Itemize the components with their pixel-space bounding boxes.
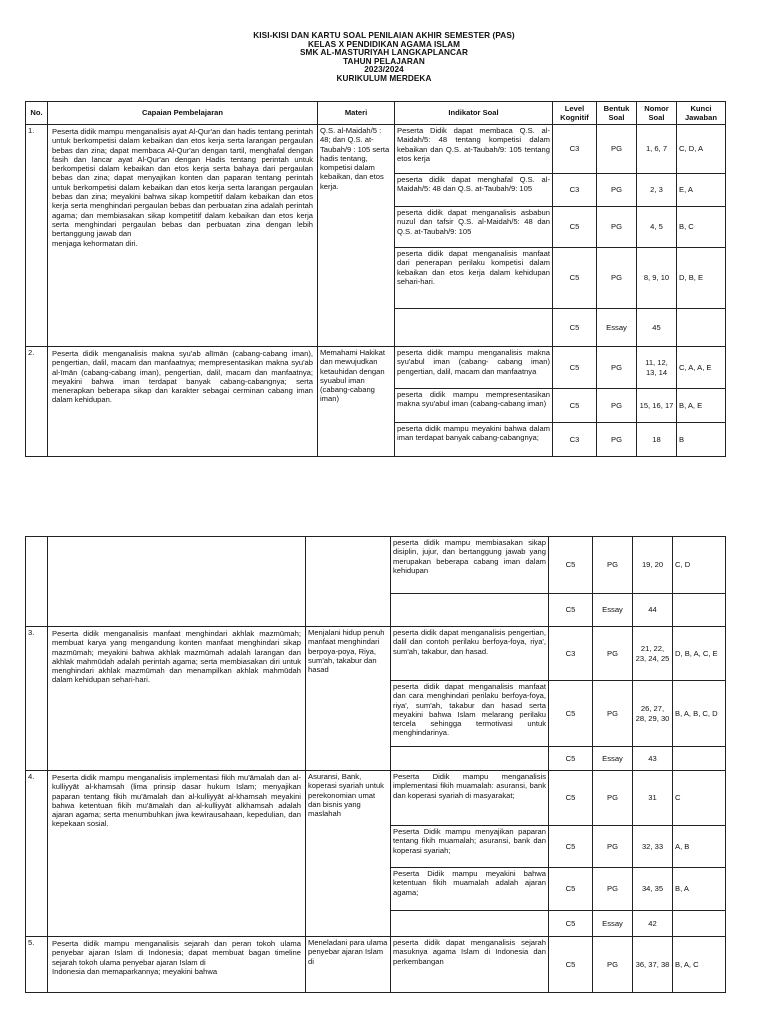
kunci-cell: A, B	[673, 826, 726, 868]
row-number: 1.	[26, 125, 48, 347]
bentuk-cell: PG	[597, 207, 637, 248]
capaian-cell: Peserta didik menganalisis manfaat menghindari akhlak mazmūmah; membuat karya yang mengandung konten manfaat menghindari sikap mazmūmah; meyakini bahwa akhlak mazmūmah adalah larangan dan akhlak mahmūdah adalah perintah agama; serta membiasakan diri untuk menghindari akhlak mazmūmah dan menampilkan akhlak mahmūdah dalam kehidupan sehari-hari.	[48, 627, 306, 771]
table-row	[26, 347, 726, 389]
bentuk-cell: PG	[593, 771, 633, 826]
nomor-cell: 1, 6, 7	[637, 125, 677, 174]
indikator-cell	[391, 747, 549, 771]
level-cell: C5	[549, 594, 593, 627]
indikator-cell: peserta didik mampu mempresentasikan makna syu'abul iman (cabang-cabang iman)	[395, 389, 553, 423]
kisi-kisi-table	[25, 101, 726, 457]
indikator-cell: Peserta Didik dapat membaca Q.S. al-Maidah/5: 48 tentang kompetisi dalam kebaikan dan Q.S. at-Taubah/9: 105 tentang etos kerja	[395, 125, 553, 174]
indikator-cell: Peserta Didik mampu menyajikan paparan tentang fikih muamalah; asuransi, bank dan koperasi syariah;	[391, 826, 549, 868]
table-header-row	[26, 102, 726, 125]
table-row	[26, 537, 726, 594]
kunci-cell: B, C	[677, 207, 726, 248]
materi-cell	[306, 537, 391, 627]
level-cell: C5	[549, 826, 593, 868]
level-cell: C3	[549, 627, 593, 681]
column-header-nomor: Nomor Soal	[637, 102, 677, 125]
level-cell: C3	[553, 125, 597, 174]
bentuk-cell: PG	[597, 125, 637, 174]
level-cell: C5	[553, 248, 597, 309]
bentuk-cell: PG	[597, 174, 637, 207]
bentuk-cell: Essay	[593, 747, 633, 771]
indikator-cell	[395, 309, 553, 347]
nomor-cell: 34, 35	[633, 868, 673, 911]
capaian-text-end: Indonesia dan memaparkannya; meyakini bahwa	[52, 966, 218, 976]
kunci-cell	[673, 911, 726, 937]
row-number: 4.	[26, 771, 48, 937]
indikator-cell: peserta didik dapat menganalisis sejarah masuknya agama Islam di Indonesia dan perkembangan	[391, 937, 549, 993]
level-cell: C5	[549, 747, 593, 771]
level-cell: C5	[553, 347, 597, 389]
kunci-cell	[673, 747, 726, 771]
nomor-cell: 18	[637, 423, 677, 457]
indikator-cell	[391, 594, 549, 627]
kisi-kisi-table-continued	[25, 536, 726, 993]
kunci-cell: B, A, E	[677, 389, 726, 423]
level-cell: C5	[549, 681, 593, 747]
indikator-cell: peserta didik dapat menganalisis pengertian, dalil dan contoh perilaku berfoya-foya, riya', sum'ah, takabur, dan hasad.	[391, 627, 549, 681]
kunci-cell: C, A, A, E	[677, 347, 726, 389]
level-cell: C5	[549, 937, 593, 993]
nomor-cell: 36, 37, 38	[633, 937, 673, 993]
column-header-no: No.	[26, 102, 48, 125]
materi-cell: Q.S. al-Maidah/5 : 48; dan Q.S. at-Taubah/9 : 105 serta hadis tentang, kompetisi dalam kebaikan, dan etos kerja.	[318, 125, 395, 347]
indikator-cell: peserta didik dapat menganalisis asbabun nuzul dan tafsir Q.S. al-Maidah/5: 48 dan Q.S. at-Taubah/9: 105	[395, 207, 553, 248]
kunci-cell: B, A, C	[673, 937, 726, 993]
nomor-cell: 15, 16, 17	[637, 389, 677, 423]
indikator-cell: peserta didik mampu menganalisis makna syu'abul iman (cabang- cabang iman) pengertian, dalil, macam dan manfaatnya	[395, 347, 553, 389]
bentuk-cell: PG	[597, 423, 637, 457]
kunci-cell: B, A	[673, 868, 726, 911]
level-cell: C5	[549, 868, 593, 911]
header-line: KURIKULUM MERDEKA	[336, 73, 432, 83]
column-header-capaian: Capaian Pembelajaran	[48, 102, 318, 125]
capaian-text-end: menjaga kehormatan diri.	[52, 238, 138, 248]
header-line: KELAS X PENDIDIKAN AGAMA ISLAM	[307, 39, 461, 49]
level-cell: C5	[549, 911, 593, 937]
nomor-cell: 26, 27, 28, 29, 30	[633, 681, 673, 747]
kunci-cell: C, D	[673, 537, 726, 594]
bentuk-cell: PG	[593, 681, 633, 747]
bentuk-cell: Essay	[597, 309, 637, 347]
capaian-cell: Peserta didik mampu menganalisis implementasi fikih mu'āmalah dan al-kulliyyāt al-khamsah (lima prinsip dasar hukum Islam; menyajikan paparan tentang fikih mu'āmalah dan al-kulliyyāt al-khamsah meyakini bahwa ketentuan fikih mu'āmalah dan al-kulliyyāt alkhamsah adalah ajaran agama; serta menumbuhkan jiwa kewirausahaan, kepedulian, dan kepekaan sosial.	[48, 771, 306, 937]
level-cell: C5	[549, 771, 593, 826]
column-header-materi: Materi	[318, 102, 395, 125]
bentuk-cell: PG	[593, 937, 633, 993]
level-cell: C5	[553, 389, 597, 423]
table-row	[26, 937, 726, 993]
capaian-cell	[48, 537, 306, 627]
kunci-cell: B, A, B, C, D	[673, 681, 726, 747]
nomor-cell: 4, 5	[637, 207, 677, 248]
column-header-level: Level Kognitif	[553, 102, 597, 125]
materi-cell: Meneladani para ulama penyebar ajaran Islam di	[306, 937, 391, 993]
nomor-cell: 8, 9, 10	[637, 248, 677, 309]
level-cell: C5	[553, 207, 597, 248]
level-cell: C3	[553, 423, 597, 457]
table-row	[26, 125, 726, 174]
nomor-cell: 43	[633, 747, 673, 771]
kunci-cell: B	[677, 423, 726, 457]
nomor-cell: 2, 3	[637, 174, 677, 207]
nomor-cell: 42	[633, 911, 673, 937]
indikator-cell: peserta didik mampu membiasakan sikap disiplin, jujur, dan bertanggung jawab yang merupakan beberapa cabang iman dalam kehidupan	[391, 537, 549, 594]
materi-cell: Asuransi, Bank, koperasi syariah untuk perekonomian umat dan bisnis yang maslahah	[306, 771, 391, 937]
nomor-cell: 45	[637, 309, 677, 347]
kunci-cell: C	[673, 771, 726, 826]
document-header	[0, 32, 768, 84]
header-line: KISI-KISI DAN KARTU SOAL PENILAIAN AKHIR SEMESTER (PAS)	[253, 31, 515, 40]
capaian-text: Peserta didik mampu menganalisis ayat Al-Qur'an dan hadis tentang perintah untuk berkompetisi dalam kebaikan dan etos kerja serta larangan pergaulan bebas dan zina; dapat membaca Al-Qur'an dengan tartil, menghafal dengan fasih dan lancar ayat Al-Qur'an dengan Hadis tentang perintah untuk berkompetisi dalam kebaikan dan etos kerja serta bahaya dari pergaulan bebas dan zina; dapat menyajikan konten dan paparan tentang perintah untuk berkompetisi dalam kebaikan dan etos kerja serta larangan pergaulan bebas dan zina; meyakini bahwa sikap kompetitif dalam kebaikan dan etos kerja serta menghindari pergaulan bebas dan perbuatan zina adalah perintah agama; dan membiasakan sikap kompetitif dalam kebaikan dan etos kerja serta menghindari pergaulan bebas dan perbuatan zina dengan lebih bertanggung jawab dan	[52, 127, 313, 239]
materi-cell: Memahami Hakikat dan mewujudkan ketauhidan dengan syuabul iman (cabang-cabang iman)	[318, 347, 395, 457]
indikator-cell	[391, 911, 549, 937]
table-row	[26, 771, 726, 826]
capaian-cell	[48, 125, 318, 347]
indikator-cell: peserta didik dapat menganalisis manfaat dari penerapan perilaku kompetisi dalam kebaikan dan etos kerja dalam kehidupan sehari-hari.	[395, 248, 553, 309]
column-header-bentuk: Bentuk Soal	[597, 102, 637, 125]
bentuk-cell: PG	[593, 826, 633, 868]
level-cell: C5	[549, 537, 593, 594]
nomor-cell: 32, 33	[633, 826, 673, 868]
nomor-cell: 19, 20	[633, 537, 673, 594]
kunci-cell	[673, 594, 726, 627]
materi-cell: Menjalani hidup penuh manfaat menghindari berpoya-poya, Riya, sum'ah, takabur dan hasad	[306, 627, 391, 771]
kunci-cell: D, B, E	[677, 248, 726, 309]
indikator-cell: peserta didik mampu meyakini bahwa dalam iman terdapat banyak cabang-cabangnya;	[395, 423, 553, 457]
kunci-cell	[677, 309, 726, 347]
nomor-cell: 11, 12, 13, 14	[637, 347, 677, 389]
bentuk-cell: PG	[593, 537, 633, 594]
indikator-cell: peserta didik dapat menganalisis manfaat dan cara menghindari perilaku berfoya-foya, riya', sum'ah, takabur dan hasad serta meyakini bahwa Islam melarang perilaku tercela sehingga termotivasi untuk menghindarinya.	[391, 681, 549, 747]
indikator-cell: Peserta Didik mampu meyakini bahwa ketentuan fikih muamalah adalah ajaran agama;	[391, 868, 549, 911]
capaian-cell	[48, 937, 306, 993]
capaian-text: Peserta didik mampu menganalisis sejarah dan peran tokoh ulama penyebar ajaran Islam di Indonesia; dapat membuat bagan timeline sejarah tokoh ulama penyebar ajaran Islam di	[52, 939, 301, 967]
table-row	[26, 627, 726, 681]
indikator-cell: peserta didik dapat menghafal Q.S. al-Maidah/5: 48 dan Q.S. at-Taubah/9: 105	[395, 174, 553, 207]
bentuk-cell: Essay	[593, 594, 633, 627]
header-line: SMK AL-MASTURIYAH LANGKAPLANCAR	[299, 48, 469, 58]
column-header-indikator: Indikator Soal	[395, 102, 553, 125]
level-cell: C3	[553, 174, 597, 207]
level-cell: C5	[553, 309, 597, 347]
nomor-cell: 21, 22, 23, 24, 25	[633, 627, 673, 681]
kunci-cell: D, B, A, C, E	[673, 627, 726, 681]
bentuk-cell: PG	[597, 389, 637, 423]
bentuk-cell: PG	[593, 627, 633, 681]
kunci-cell: C, D, A	[677, 125, 726, 174]
bentuk-cell: Essay	[593, 911, 633, 937]
column-header-kunci: Kunci Jawaban	[677, 102, 726, 125]
indikator-cell: Peserta Didik mampu menganalisis implementasi fikih muamalah: asuransi, bank dan koperasi syariah di masyarakat;	[391, 771, 549, 826]
row-number: 5.	[26, 937, 48, 993]
row-number: 2.	[26, 347, 48, 457]
nomor-cell: 44	[633, 594, 673, 627]
row-number: 3.	[26, 627, 48, 771]
row-number	[26, 537, 48, 627]
header-line: TAHUN PELAJARAN	[343, 56, 425, 66]
kunci-cell: E, A	[677, 174, 726, 207]
bentuk-cell: PG	[593, 868, 633, 911]
bentuk-cell: PG	[597, 248, 637, 309]
nomor-cell: 31	[633, 771, 673, 826]
capaian-cell: Peserta didik menganalisis makna syu'ab alīmān (cabang-cabang iman), pengertian, dalil, macam dan manfaatnya; mempresentasikan makna syu'ab al-īmān (cabang-cabang iman), pengertian, dalil, macam dan manfaatnya; meyakini bahwa iman terdapat banyak cabang-cabangnya; serta menerapkan beberapa sikap dan karakter sebagai cerminan cabang iman dalam kehidupan.	[48, 347, 318, 457]
header-line: 2023/2024	[364, 65, 404, 75]
bentuk-cell: PG	[597, 347, 637, 389]
